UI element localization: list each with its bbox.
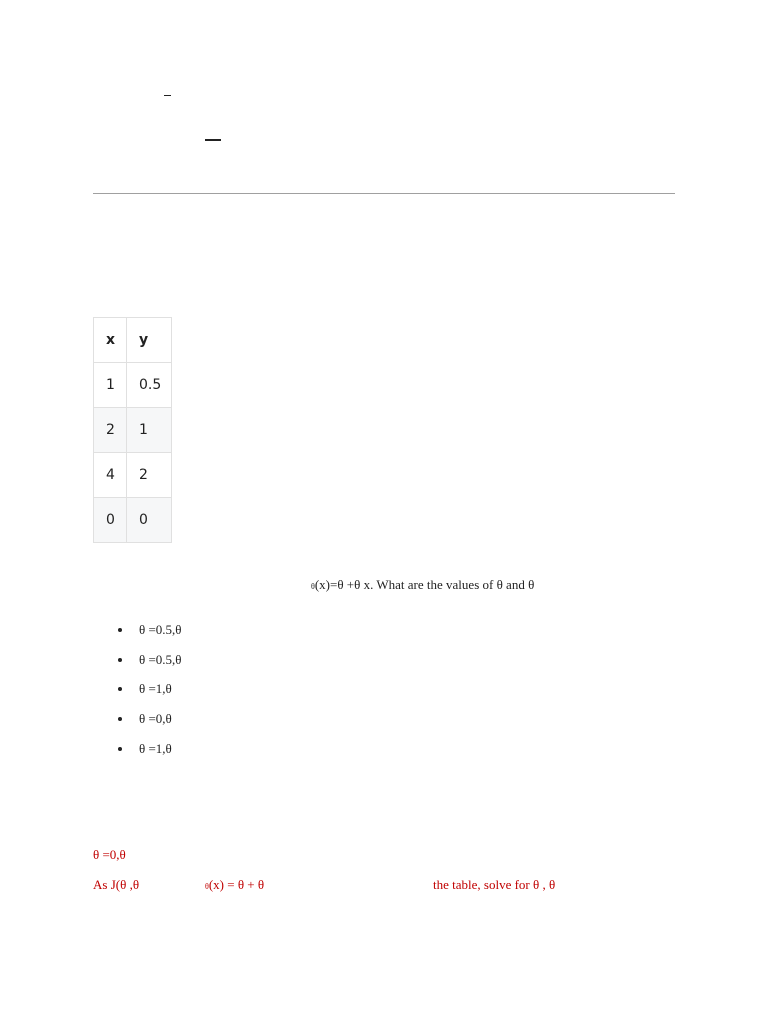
list-item: θ =0.5,θ [116, 622, 182, 652]
table-cell-x: 2 [94, 408, 127, 453]
table-row [94, 363, 172, 408]
table-cell-x: 1 [94, 363, 127, 408]
list-item: θ =0,θ [116, 711, 182, 741]
table-row [94, 408, 172, 453]
question-body: (x)=θ +θ x. What are the values of θ and θ [314, 577, 535, 592]
table-header-row [94, 318, 172, 363]
table-cell-y: 2 [127, 453, 172, 498]
table-cell-y: 0 [127, 498, 172, 543]
list-item: θ =0.5,θ [116, 652, 182, 682]
column-header-y: y [127, 318, 172, 363]
explanation-part-1: As J(θ ,θ [93, 877, 140, 892]
explanation-formula: (x) = θ + θ [208, 877, 265, 892]
table-cell-x: 0 [94, 498, 127, 543]
list-item: θ =1,θ [116, 681, 182, 711]
table-cell-y: 1 [127, 408, 172, 453]
explanation-part-2 [205, 877, 264, 893]
table-cell-x: 4 [94, 453, 127, 498]
list-item: θ =1,θ [116, 741, 182, 771]
explanation-subscript: θ [205, 882, 209, 891]
xy-data-table [93, 317, 172, 543]
header-dash-small [164, 95, 171, 96]
column-header-x: x [94, 318, 127, 363]
answer-label: θ =0,θ [93, 847, 126, 862]
table-cell-y: 0.5 [127, 363, 172, 408]
header-dash-large [205, 139, 221, 141]
table-row [94, 498, 172, 543]
question-text [311, 577, 534, 593]
table-row [94, 453, 172, 498]
explanation-part-3: the table, solve for θ , θ [433, 877, 556, 892]
answer-options-list [116, 622, 182, 770]
section-divider [93, 193, 675, 194]
question-subscript: θ [311, 582, 315, 591]
